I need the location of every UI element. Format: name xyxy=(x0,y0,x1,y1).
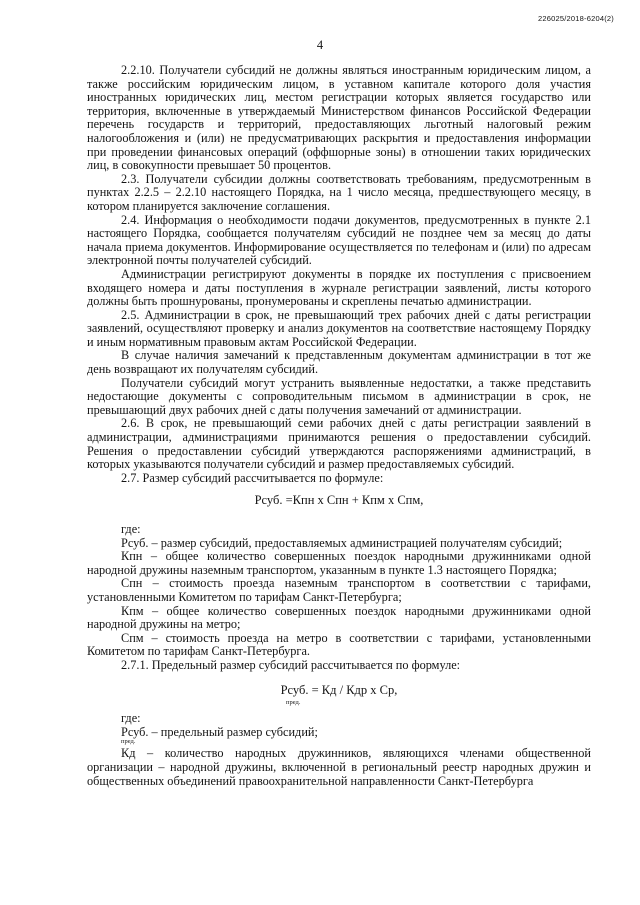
formula-subsidy-size: Рсуб. =Кпн х Спн + Кпм х Спм, xyxy=(254,493,424,508)
where-label-2: где: xyxy=(121,711,141,726)
paragraph-fix-deficiencies: Получатели субсидий могут устранить выявленные недостатки, а также представить недостающие документы с сопроводительным письмом в администрации в срок, не превышающий двух рабочих дней с даты получения замечаний от администрации. xyxy=(87,375,591,417)
document-id: 226025/2018-6204(2) xyxy=(538,14,614,23)
definition-subscript: пред. xyxy=(121,738,136,746)
paragraph-2-7-1: 2.7.1. Предельный размер субсидий рассчитывается по формуле: xyxy=(121,657,461,672)
definition-spn: Спн – стоимость проезда наземным транспортом в соответствии с тарифами, установленными Комитетом по тарифам Санкт-Петербурга; xyxy=(87,576,591,604)
formula-subscript: пред. xyxy=(286,699,301,707)
definition-rsub-pred: Рсуб. – предельный размер субсидий; xyxy=(121,724,318,739)
document-body xyxy=(87,64,591,788)
paragraph-2-5: 2.5. Администрации в срок, не превышающий трех рабочих дней с даты регистрации заявлений, осуществляют проверку и анализ документов на соответствие настоящему Порядку и иным нормативным правовым актам Российской Федерации. xyxy=(87,307,591,349)
paragraph-admin-register: Администрации регистрируют документы в порядке их поступления с присвоением входящего номера и даты поступления в журнале регистрации заявлений, листы которого должны быть прошнурованы, пронумерованы и скреплены печатью администрации. xyxy=(87,266,591,309)
definition-kpm: Кпм – общее количество совершенных поездок народными дружинниками одной народной дружины на метро; xyxy=(87,603,591,632)
paragraph-2-3: 2.3. Получатели субсидии должны соответствовать требованиям, предусмотренным в пунктах 2.2.5 – 2.2.10 настоящего Порядка, на 1 число месяца, предшествующего месяцу, в котором планируется заключение соглашения. xyxy=(87,171,591,213)
paragraph-2-7: 2.7. Размер субсидий рассчитывается по формуле: xyxy=(121,470,384,485)
paragraph-2-2-10: 2.2.10. Получатели субсидий не должны являться иностранным юридическим лицом, а также российским юридическим лицом, в уставном капитале которого доля участия иностранных юридических лиц, местом регистрации которых является государство или территория, включенные в утверждаемый Министерством финансов Российской Федерации перечень государств и территорий, предоставляющих льготный налоговый режим налогообложения и (или) не предусматривающих раскрытия и предоставления информации при проведении финансовых операций (оффшорные зоны) в отношении таких юридических лиц, в совокупности превышает 50 процентов. xyxy=(87,63,591,173)
page-number: 4 xyxy=(316,38,324,52)
paragraph-2-4: 2.4. Информация о необходимости подачи документов, предусмотренных в пункте 2.1 настоящего Порядка, сообщается получателям субсидий не позднее чем за месяц до даты начала приема документов. Информирование осуществляется по телефонам и (или) по адресам электронной почты получателей субсидий. xyxy=(87,212,591,268)
definition-rsub: Рсуб. – размер субсидий, предоставляемых администрацией получателям субсидий; xyxy=(121,535,563,550)
where-label: где: xyxy=(121,522,141,536)
definition-spm: Спм – стоимость проезда на метро в соответствии с тарифами, установленными Комитетом по тарифам Санкт-Петербурга. xyxy=(87,630,591,659)
formula-max-subsidy: Рсуб. = Кд / Кдр х Ср, xyxy=(280,682,398,697)
definition-kd: Кд – количество народных дружинников, являющихся членами общественной организации – народной дружины, включенной в региональный реестр народных дружин и общественных объединений правоохранительной направленности Санкт-Петербурга xyxy=(87,746,591,788)
definition-kpn: Кпн – общее количество совершенных поездок народными дружинниками одной народной дружины наземным транспортом, указанным в пункте 1.3 настоящего Порядка; xyxy=(87,549,591,577)
paragraph-2-6: 2.6. В срок, не превышающий семи рабочих дней с даты регистрации заявлений в администрации, администрациями принимаются решения о предоставлении субсидий. Решения о предоставлении субсидий утверждаются распоряжениями администраций, в которых указываются получатели субсидий и размер предоставляемых субсидий. xyxy=(87,416,591,472)
paragraph-remarks: В случае наличия замечаний к представленным документам администрации в тот же день возвращают их получателям субсидий. xyxy=(87,348,591,377)
